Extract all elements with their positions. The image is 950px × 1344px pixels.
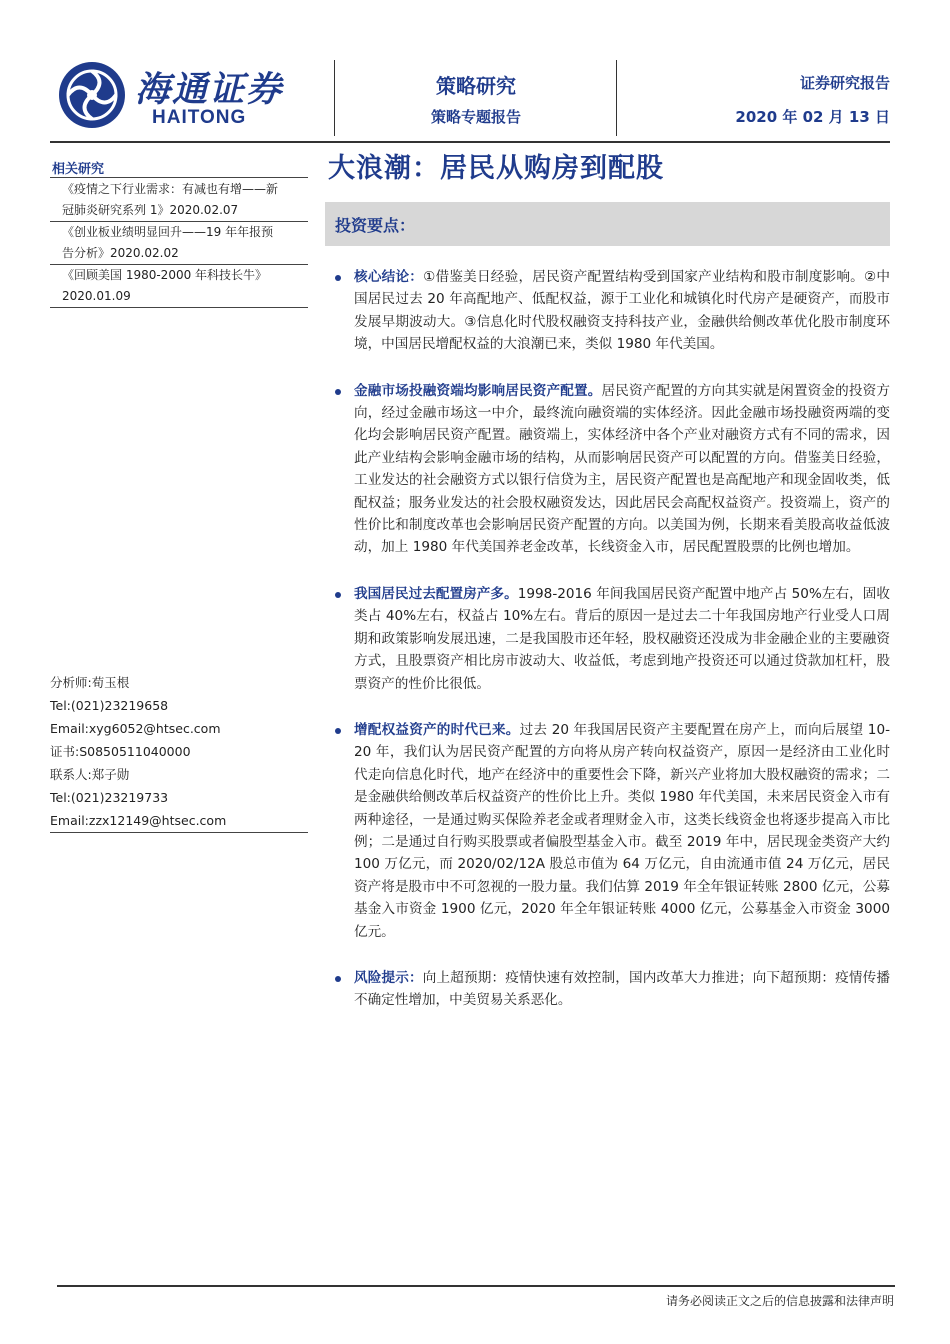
key-point-heading: 我国居民过去配置房产多。 — [354, 585, 518, 602]
footer-rule — [57, 1285, 895, 1287]
key-point-core-conclusion — [330, 266, 890, 356]
bullet-dot-icon — [335, 976, 341, 982]
report-category-label: 证券研究报告 — [799, 74, 890, 92]
related-ref-1-line1[interactable]: 《疫情之下行业需求：有减也有增——新 — [62, 182, 279, 196]
analyst-contact-block — [50, 671, 308, 833]
logo-chinese-name: 海通证券 — [135, 69, 284, 110]
analyst-certificate: 证书:S0850511040000 — [50, 744, 191, 759]
key-point-body: 居民资产配置的方向其实就是闲置资金的投资方向，经过金融市场这一中介，最终流向融资端的实体经济。因此金融市场投融资两端的变化均会影响居民资产配置。融资端上，实体经济中各个产业对融资方式有不同的需求，因此产业结构会影响金融市场的结构，从而影响居民资产可以配置的方向。借鉴美日经验，工业发达的社会融资方式以银行信贷为主，居民资产配置也是高配地产和现金固收类，低配权益；服务业发达的社会股权融资发达，因此居民会高配权益资产。投资端上，资产的性价比和制度改革也会影响居民资产配置的方向。以美国为例，长期来看美股高收益低波动，加上 1980 年代美国养老金改革，长线资金入市，居民配置股票的比例也增加。 — [354, 382, 891, 556]
header-divider-right — [616, 60, 617, 136]
investment-highlights-banner — [325, 202, 890, 246]
contact-person-name: 联系人:郑子勋 — [50, 767, 130, 782]
key-point-body: ①借鉴美日经验，居民资产配置结构受到国家产业结构和股市制度影响。②中国居民过去 20 年高配地产、低配权益，源于工业化和城镇化时代房产是硬资产，而股市发展早期波动大。③信息化时代股权融资支持科技产业，金融供给侧改革优化股市制度环境，中国居民增配权益的大浪潮已来，类似 1980 年代美国。 — [354, 269, 890, 353]
key-point-risk-warning — [330, 967, 890, 1012]
key-point-heading: 金融市场投融资端均影响居民资产配置。 — [354, 382, 602, 399]
related-ref-2-line1[interactable]: 《创业板业绩明显回升——19 年年报预 — [62, 225, 274, 239]
bullet-dot-icon — [335, 592, 341, 598]
key-point-heading: 核心结论： — [354, 269, 424, 285]
report-title: 大浪潮：居民从购房到配股 — [328, 153, 664, 184]
footer-disclaimer: 请务必阅读正文之后的信息披露和法律声明 — [665, 1294, 894, 1308]
logo-english-name: HAITONG — [152, 107, 247, 128]
analyst-email[interactable]: Email:xyg6052@htsec.com — [50, 721, 221, 736]
report-date: 2020 年 02 月 13 日 — [735, 108, 890, 126]
key-point-heading: 增配权益资产的时代已来。 — [354, 721, 520, 738]
key-point-equity-era — [330, 719, 890, 943]
bullet-dot-icon — [335, 389, 341, 395]
key-point-body: 过去 20 年我国居民资产主要配置在房产上，而向后展望 10-20 年，我们认为居民资产配置的方向将从房产转向权益资产，原因一是经济由工业化时代走向信息化时代，地产在经济中的重要性会下降，新兴产业将加大股权融资的需求；二是金融供给侧改革后权益资产的性价比上升。类似 1980 年代美国，未来居民资金入市有两种途径，一是通过购买保险养老金或者理财金入市，这类长线资金也将逐步提高入市比例；二是通过自行购买股票或者偏股型基金入市。截至 2019 年中，居民现金类资产大约 100 万亿元，而 2020/02/12A 股总市值为 64 万亿元，自由流通市值 24 万亿元，居民资产将是股市中不可忽视的一股力量。我们估算 2019 年全年银证转账 2800 亿元，公募基金入市资金 1900 亿元，2020 年全年银证转账 4000 亿元，公募基金入市资金 3000 亿元。 — [354, 721, 890, 940]
report-type-label: 策略专题报告 — [430, 108, 521, 126]
related-ref-3-line2[interactable]: 2020.01.09 — [50, 286, 308, 308]
bullet-dot-icon — [335, 728, 341, 734]
header-rule — [50, 141, 890, 143]
contact-person-tel: Tel:(021)23219733 — [50, 790, 169, 805]
key-point-body: 向上超预期：疫情快速有效控制，国内改革大力推进；向下超预期：疫情传播不确定性增加，中美贸易关系恶化。 — [354, 969, 891, 1009]
company-logo — [57, 60, 292, 130]
related-research-rule — [50, 177, 308, 178]
key-points-list — [330, 266, 890, 1036]
investment-highlights-label: 投资要点： — [335, 216, 416, 235]
key-point-heading: 风险提示： — [354, 969, 423, 986]
related-ref-1-line2[interactable]: 冠肺炎研究系列 1》2020.02.07 — [50, 200, 308, 222]
analyst-name: 分析师:荀玉根 — [50, 675, 130, 690]
key-point-housing-allocation — [330, 583, 890, 695]
haitong-emblem-icon — [57, 60, 127, 130]
analyst-tel: Tel:(021)23219658 — [50, 698, 169, 713]
department-label: 策略研究 — [436, 74, 516, 98]
key-point-body: 1998-2016 年间我国居民资产配置中地产占 50%左右，固收类占 40%左右，权益占 10%左右。背后的原因一是过去二十年我国房地产行业受人口周期和政策影响发展迅速，二是我国股市还年轻，股权融资还没成为非金融企业的主要融资方式，且股票资产相比房市波动大、收益低，考虑到地产投资还可以通过贷款加杠杆，股票资产的性价比很低。 — [354, 585, 891, 692]
related-research-title: 相关研究 — [52, 162, 105, 177]
key-point-financial-market — [330, 380, 890, 559]
related-ref-3-line1[interactable]: 《回顾美国 1980-2000 年科技长牛》 — [62, 268, 268, 282]
header-divider-left — [334, 60, 335, 136]
related-ref-2-line2[interactable]: 告分析》2020.02.02 — [50, 243, 308, 265]
related-research-list — [50, 179, 308, 308]
contact-person-email[interactable]: Email:zzx12149@htsec.com — [50, 809, 308, 833]
bullet-dot-icon — [335, 275, 341, 281]
